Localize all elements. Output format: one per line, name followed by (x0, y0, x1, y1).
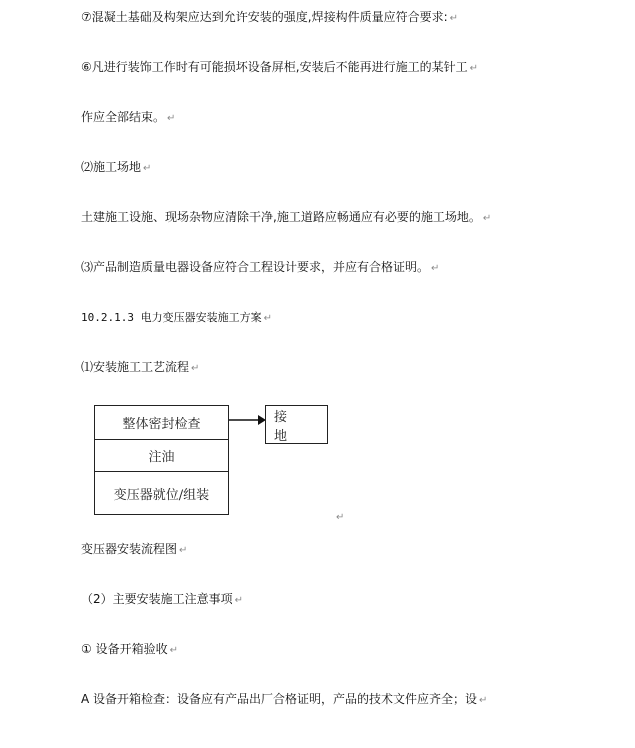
section-heading-transformer: 10.2.1.3 电力变压器安装施工方案 ↵ (81, 311, 272, 324)
heading-unpacking-inspection: ① 设备开箱验收 ↵ (81, 642, 178, 656)
text-line-2: ⑥凡进行装饰工作时有可能损坏设备屏柜,安装后不能再进行施工的某针工 ↵ (81, 60, 478, 74)
text-line-5: 土建施工设施、现场杂物应清除干净,施工道路应畅通应有必要的施工场地。 ↵ (81, 210, 492, 224)
heading-precautions: （2）主要安装施工注意事项 ↵ (81, 592, 244, 606)
heading-process-flow: ⑴安装施工工艺流程 ↵ (81, 360, 200, 374)
flow-step-oil-filling: 注油 (95, 440, 228, 472)
text-line-12: A 设备开箱检查：设备应有产品出厂合格证明，产品的技术文件应齐全；设 ↵ (81, 692, 488, 706)
flow-arrow-icon (229, 412, 269, 428)
paragraph-mark: ↵ (336, 512, 345, 523)
figure-caption: 变压器安装流程图 ↵ (81, 542, 188, 556)
flow-step-grounding: 接 地 (265, 405, 328, 444)
text-line-1: ⑦混凝土基础及构架应达到允许安装的强度,焊接构件质量应符合要求: ↵ (81, 10, 459, 24)
text-line-6: ⑶产品制造质量电器设备应符合工程设计要求，并应有合格证明。 ↵ (81, 260, 440, 274)
flow-step-seal-check: 整体密封检查 (95, 406, 228, 440)
process-flow-box (94, 405, 229, 515)
flow-step-install: 变压器就位/组装 (113, 487, 210, 503)
heading-construction-site: ⑵施工场地 ↵ (81, 160, 152, 174)
text-line-3: 作应全部结束。 ↵ (81, 110, 176, 124)
